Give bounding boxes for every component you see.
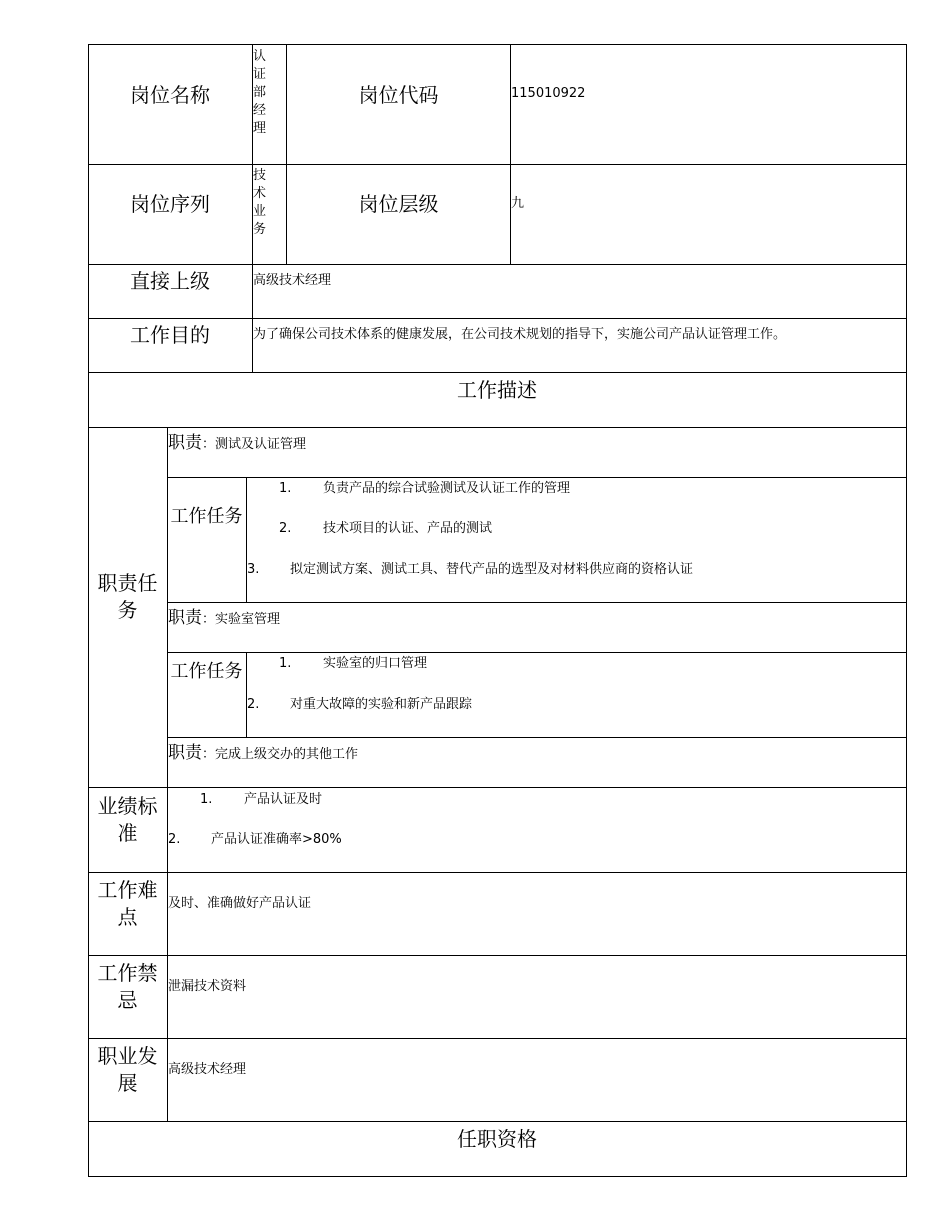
task-item-text: 拟定测试方案、测试工具、替代产品的选型及对材料供应商的资格认证 [290,562,694,577]
duty-prefix: 职责 [168,743,202,763]
row-divider [88,955,907,956]
task-item-number: 2. [279,521,292,536]
row-divider [88,372,907,373]
position-name-label: 岗位名称 [130,83,210,107]
duty-1-text: ：测试及认证管理 [202,437,307,452]
row-divider [167,652,907,653]
task-item-number: 1. [279,481,292,496]
duty-prefix: 职责 [168,608,202,628]
row-divider [88,318,907,319]
difficulty-label: 工作难点 [97,878,158,929]
duties-label: 职责任务 [97,571,158,622]
position-name-value: 认证部经理 [253,49,267,136]
row-divider [88,872,907,873]
row-divider [167,737,907,738]
task-item-number: 1. [279,656,292,671]
performance-item-text: 产品认证及时 [244,792,323,807]
section-title-qualification: 任职资格 [457,1127,537,1151]
position-level-label: 岗位层级 [358,192,439,216]
purpose-value: 为了确保公司技术体系的健康发展，在公司技术规划的指导下，实施公司产品认证管理工作。 [253,327,787,342]
row-divider [88,164,907,165]
section-title-description: 工作描述 [457,378,537,402]
task-item-text: 技术项目的认证、产品的测试 [323,521,493,536]
position-code-label: 岗位代码 [358,83,439,107]
task-label: 工作任务 [170,661,243,682]
row-divider [88,1038,907,1039]
position-code-value: 115010922 [511,86,586,101]
column-divider [286,44,287,265]
duty-3-text: ：完成上级交办的其他工作 [202,747,359,762]
border-top [88,44,907,45]
task-item-text: 负责产品的综合试验测试及认证工作的管理 [323,481,571,496]
task-item-text: 对重大故障的实验和新产品跟踪 [290,697,473,712]
taboo-label: 工作禁忌 [97,961,158,1012]
column-divider [246,477,247,603]
duty-1 [168,431,306,455]
row-divider [88,427,907,428]
column-divider [246,652,247,738]
career-value: 高级技术经理 [168,1062,247,1077]
row-divider [88,264,907,265]
task-item-number: 3. [247,562,260,577]
superior-label: 直接上级 [130,269,210,293]
row-divider [88,787,907,788]
taboo-value: 泄漏技术资料 [168,979,247,994]
purpose-label: 工作目的 [130,323,210,347]
superior-value: 高级技术经理 [253,273,332,288]
performance-label: 业绩标准 [97,794,158,845]
performance-item-text: 产品认证准确率>80% [211,832,342,847]
duty-prefix: 职责 [168,433,202,453]
duty-2 [168,606,280,630]
duty-3 [168,741,358,765]
position-level-value: 九 [511,196,525,211]
career-label: 职业发展 [97,1044,158,1095]
border-right [906,44,907,1177]
difficulty-value: 及时、准确做好产品认证 [168,896,312,911]
row-divider [167,477,907,478]
performance-item-number: 2. [168,832,181,847]
row-divider [167,602,907,603]
column-divider [510,44,511,265]
task-item-text: 实验室的归口管理 [323,656,428,671]
border-bottom [88,1176,907,1177]
position-series-label: 岗位序列 [130,192,210,216]
task-item-number: 2. [247,697,260,712]
duty-2-text: ：实验室管理 [202,612,281,627]
row-divider [88,1121,907,1122]
column-divider [167,427,168,1122]
position-series-value: 技术业务 [253,168,267,237]
task-label: 工作任务 [170,506,243,527]
performance-item-number: 1. [200,792,213,807]
